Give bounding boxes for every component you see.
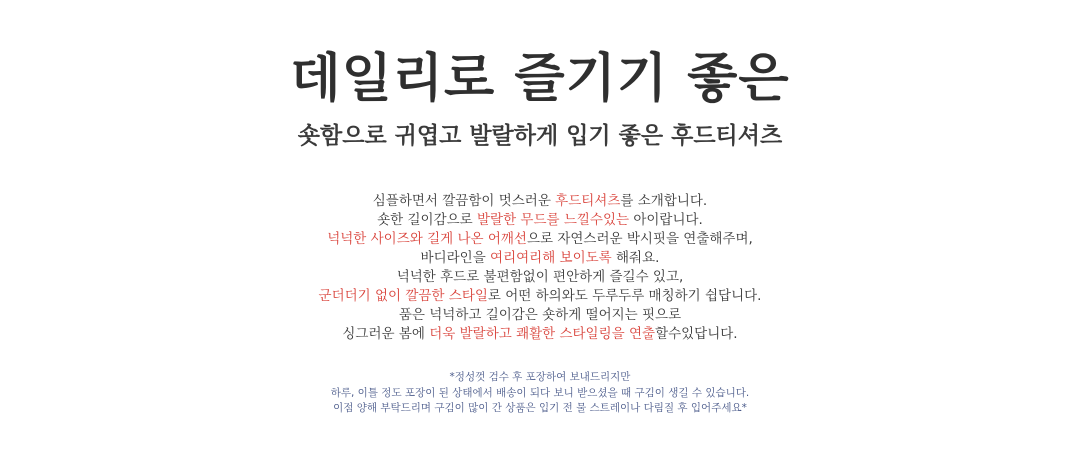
description-text: 를 소개합니다. bbox=[620, 193, 708, 209]
description-text: 싱그러운 봄에 bbox=[342, 326, 430, 342]
description-line-3 bbox=[0, 230, 1080, 249]
notice-line-2: 하루, 이틀 정도 포장이 된 상태에서 배송이 되다 보니 받으셨을 때 구김이 생길 수 있습니다. bbox=[330, 386, 750, 399]
description-highlight: 넉넉한 사이즈와 길게 나온 어깨선 bbox=[327, 231, 527, 247]
description-line-5: 넉넉한 후드로 불편함없이 편안하게 즐길수 있고, bbox=[396, 269, 684, 285]
page-subtitle: 숏함으로 귀엽고 발랄하게 입기 좋은 후드티셔츠 bbox=[297, 123, 783, 149]
description-text: 바디라인을 bbox=[420, 250, 491, 266]
description-line-7: 품은 넉넉하고 길이감은 숏하게 떨어지는 핏으로 bbox=[398, 307, 682, 323]
description-text: 으로 자연스러운 박시핏을 연출해주며, bbox=[526, 231, 753, 247]
description-text: 숏한 길이감으로 bbox=[377, 212, 478, 228]
description-line-2 bbox=[0, 211, 1080, 230]
description-highlight: 여리여리해 보이도록 bbox=[490, 250, 612, 266]
description-highlight: 발랄한 무드를 느낄수있는 bbox=[477, 212, 630, 228]
description-text: 아이랍니다. bbox=[629, 212, 703, 228]
description-text: 할수있답니다. bbox=[655, 326, 738, 342]
description-highlight: 군더더기 없이 깔끔한 스타일 bbox=[318, 288, 488, 304]
notice-line-3: 이점 양해 부탁드리며 구김이 많이 간 상품은 입기 전 물 스트레이나 다림질 후 입어주세요* bbox=[333, 402, 747, 414]
product-description bbox=[0, 192, 1080, 344]
shipping-notice bbox=[0, 370, 1080, 417]
description-text: 해줘요. bbox=[611, 250, 660, 266]
description-text: 심플하면서 깔끔함이 멋스러운 bbox=[372, 193, 556, 209]
description-line-4 bbox=[0, 249, 1080, 268]
description-highlight: 후드티셔츠 bbox=[555, 193, 621, 209]
description-text: 로 어떤 하의와도 두루두루 매칭하기 쉽답니다. bbox=[487, 288, 762, 304]
description-line-8 bbox=[0, 325, 1080, 344]
notice-line-1: *정성껏 검수 후 포장하여 보내드리지만 bbox=[449, 371, 631, 383]
description-line-6 bbox=[0, 287, 1080, 306]
description-highlight: 더욱 발랄하고 쾌활한 스타일링을 연출 bbox=[429, 326, 656, 342]
page-title: 데일리로 즐기기 좋은 bbox=[290, 49, 790, 109]
description-line-1 bbox=[0, 192, 1080, 211]
